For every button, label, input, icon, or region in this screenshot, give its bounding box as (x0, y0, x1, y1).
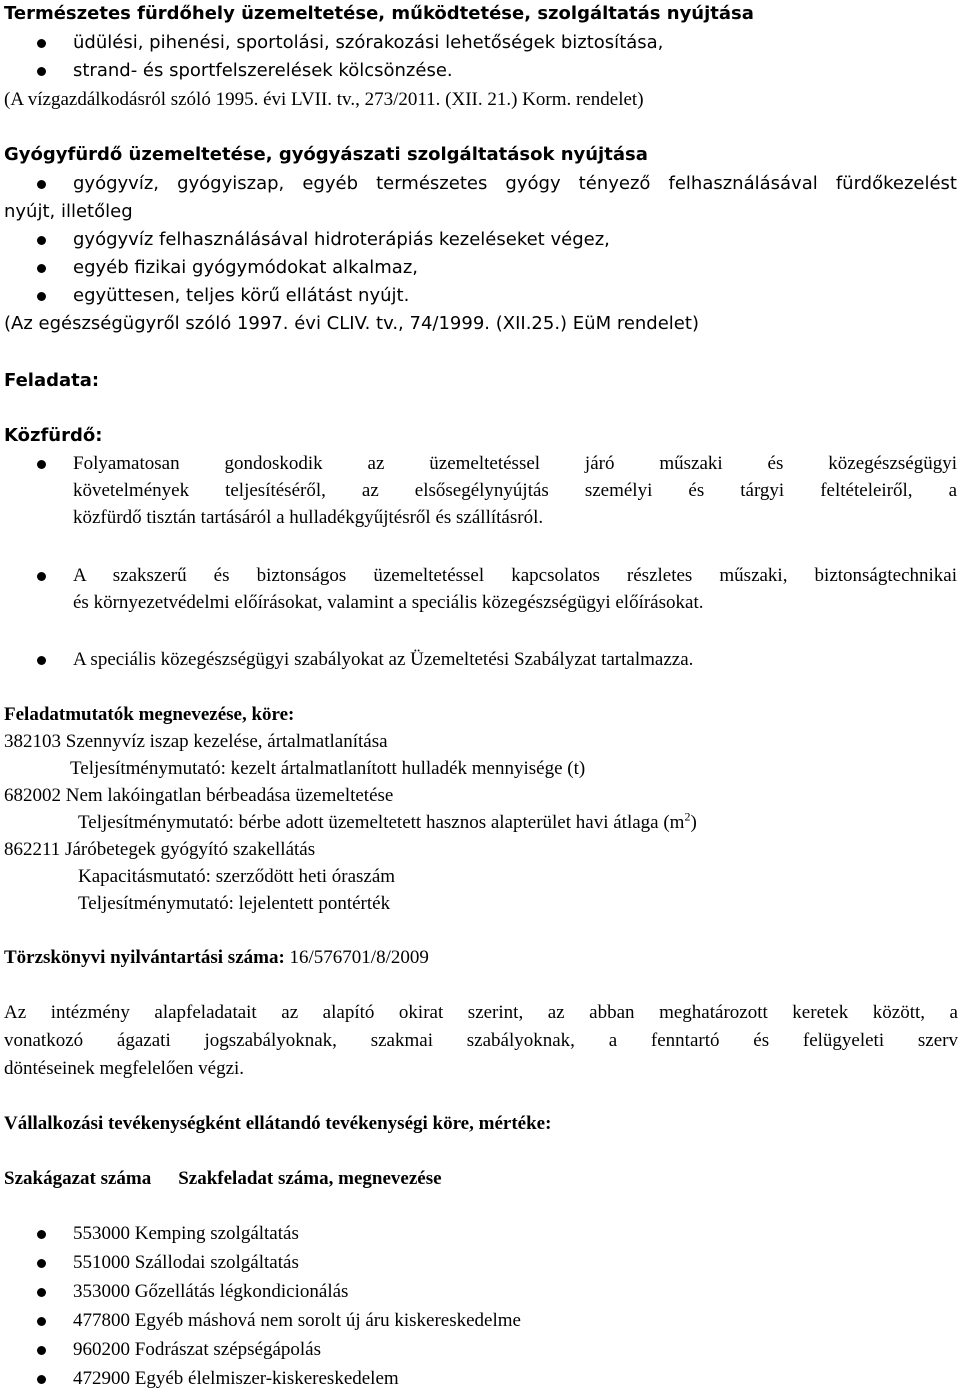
mutato-line: Teljesítménymutató: lejelentett pontérték (78, 893, 391, 914)
bullet-icon (37, 264, 46, 273)
law-reference: (A vízgazdálkodásról szóló 1995. évi LVII. tv., 273/2011. (XII. 21.) Korm. rendelet) (4, 89, 644, 110)
bullet-icon (37, 180, 46, 189)
list-item: 353000 Gőzellátás légkondicionálás (73, 1281, 349, 1302)
torzskonyvi-label: Törzskönyvi nyilvántartási száma: (4, 947, 285, 968)
heading-feladatmutatok: Feladatmutatók megnevezése, köre: (4, 704, 295, 725)
bullet-icon (37, 1375, 46, 1384)
torzskonyvi-line (4, 947, 958, 969)
list-item: együttesen, teljes körű ellátást nyújt. (73, 285, 410, 306)
bullet-icon (37, 292, 46, 301)
mutato-text: Teljesítménymutató: bérbe adott üzemeltetett hasznos alapterület havi átlaga (m (78, 812, 685, 833)
column-heading-szakfeladat: Szakfeladat száma, megnevezése (178, 1168, 442, 1189)
mutato-text-end: ) (690, 812, 697, 833)
paragraph-line: közfürdő tisztán tartásáról a hulladékgyűjtésről és szállításról. (73, 507, 544, 528)
list-item: üdülési, pihenési, sportolási, szórakozási lehetőségek biztosítása, (73, 32, 664, 53)
bullet-icon (37, 1317, 46, 1326)
mutato-line-area (78, 809, 960, 834)
list-item: strand- és sportfelszerelések kölcsönzése. (73, 60, 453, 81)
paragraph-line: vonatkozó ágazati jogszabályoknak, szakmai szabályoknak, a fenntartó és felügyeleti szerv (4, 1030, 958, 1051)
paragraph-line: A szakszerű és biztonságos üzemeltetéssel kapcsolatos részletes műszaki, biztonságtechnikai (73, 565, 957, 586)
bullet-icon (37, 460, 46, 469)
column-headings (4, 1168, 958, 1190)
list-item: 960200 Fodrászat szépségápolás (73, 1339, 321, 1360)
list-item: gyógyvíz, gyógyiszap, egyéb természetes gyógy tényező felhasználásával fürdőkezelést (73, 173, 957, 194)
mutato-line: Kapacitásmutató: szerződött heti óraszám (78, 866, 396, 887)
bullet-icon (37, 572, 46, 581)
list-item: egyéb fizikai gyógymódokat alkalmaz, (73, 257, 418, 278)
paragraph-line: és környezetvédelmi előírásokat, valamint a speciális közegészségügyi előírásokat. (73, 592, 704, 613)
list-item: gyógyvíz felhasználásával hidroterápiás kezeléseket végez, (73, 229, 610, 250)
paragraph-line: Folyamatosan gondoskodik az üzemeltetéssel járó műszaki és közegészségügyi (73, 453, 957, 474)
mutato-line: 862211 Járóbetegek gyógyító szakellátás (4, 839, 316, 860)
mutato-line: 382103 Szennyvíz iszap kezelése, ártalmatlanítása (4, 731, 388, 752)
torzskonyvi-value: 16/576701/8/2009 (284, 947, 429, 968)
bullet-icon (37, 1259, 46, 1268)
bullet-icon (37, 1346, 46, 1355)
mutato-line: 682002 Nem lakóingatlan bérbeadása üzemeltetése (4, 785, 394, 806)
list-item: 553000 Kemping szolgáltatás (73, 1223, 299, 1244)
mutato-line: Teljesítménymutató: kezelt ártalmatlanított hulladék mennyisége (t) (70, 758, 586, 779)
heading-kozfurdo: Közfürdő: (4, 425, 103, 446)
superscript: 2 (684, 809, 691, 824)
heading-vallalkozasi: Vállalkozási tevékenységként ellátandó tevékenységi köre, mértéke: (4, 1113, 552, 1134)
paragraph-line: Az intézmény alapfeladatait az alapító okirat szerint, az abban meghatározott keretek között, a (4, 1002, 958, 1023)
column-heading-szakagazat: Szakágazat száma (4, 1168, 152, 1189)
list-item: 551000 Szállodai szolgáltatás (73, 1252, 299, 1273)
bullet-icon (37, 1230, 46, 1239)
bullet-icon (37, 236, 46, 245)
heading-feladata: Feladata: (4, 370, 100, 391)
law-reference: (Az egészségügyről szóló 1997. évi CLIV. tv., 74/1999. (XII.25.) EüM rendelet) (4, 313, 699, 334)
bullet-icon (37, 656, 46, 665)
paragraph-line: A speciális közegészségügyi szabályokat az Üzemeltetési Szabályzat tartalmazza. (73, 649, 694, 670)
list-item: 477800 Egyéb máshová nem sorolt új áru kiskereskedelme (73, 1310, 521, 1331)
list-item: 472900 Egyéb élelmiszer-kiskereskedelem (73, 1368, 399, 1389)
bullet-icon (37, 1288, 46, 1297)
section-title-gyogyfurdo: Gyógyfürdő üzemeltetése, gyógyászati szolgáltatások nyújtása (4, 144, 648, 165)
section-title-termeszetes-furdohely: Természetes fürdőhely üzemeltetése, működtetése, szolgáltatás nyújtása (4, 3, 754, 24)
bullet-icon (37, 67, 46, 76)
bullet-icon (37, 39, 46, 48)
paragraph-line: követelmények teljesítéséről, az elsősegélynyújtás személyi és tárgyi feltételeiről, a (73, 480, 957, 501)
paragraph-line: döntéseinek megfelelően végzi. (4, 1058, 245, 1079)
list-item-continuation: nyújt, illetőleg (4, 201, 133, 222)
